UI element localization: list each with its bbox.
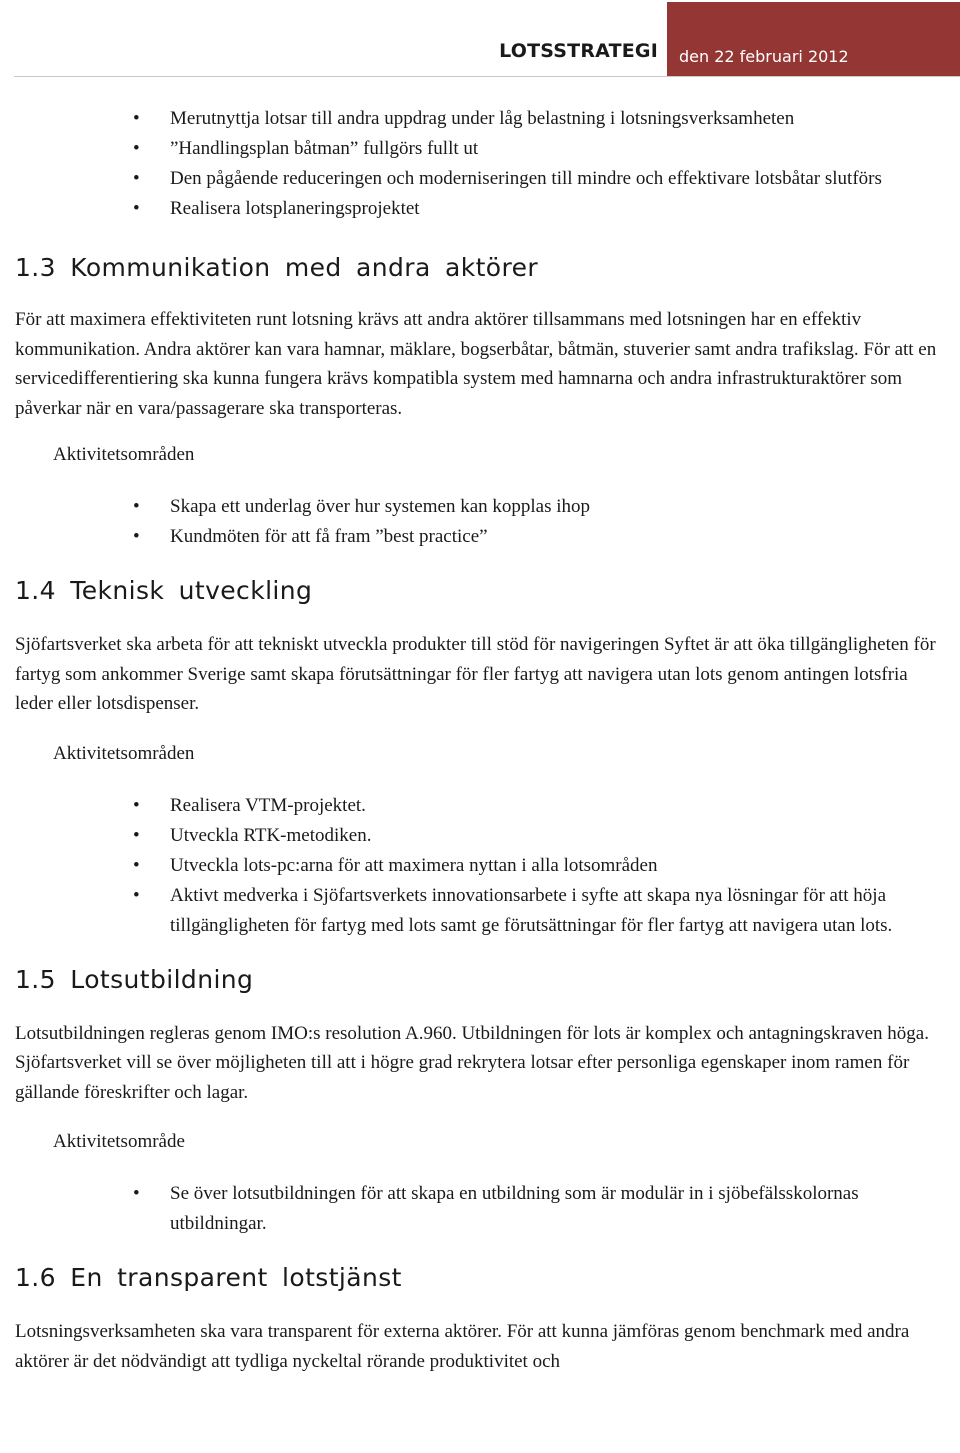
- activity-list-1-3: [15, 492, 943, 552]
- section-paragraph-1-3: För att maximera effektiviteten runt lotsning krävs att andra aktörer tillsammans med lotsningen har en effektiv kommunikation. Andra aktörer kan vara hamnar, mäklare, bogserbåtar, båtmän, stuverier samt andra trafikslag. För att en servicedifferentiering ska kunna fungera krävs kompatibla system med hamnarna och andra infrastrukturaktörer som påverkar när en vara/passagerare ska transporteras.: [15, 309, 937, 419]
- page-header: [14, 0, 960, 77]
- list-item: • Skapa ett underlag över hur systemen kan kopplas ihop: [15, 492, 943, 522]
- document-title: LOTSSTRATEGI: [499, 40, 658, 62]
- list-item: • Merutnyttja lotsar till andra uppdrag under låg belastning i lotsningsverksamheten: [15, 104, 943, 134]
- section-paragraph-1-5: Lotsutbildningen regleras genom IMO:s resolution A.960. Utbildningen för lots är komplex och antagningskraven höga. Sjöfartsverket vill se över möjligheten till att i högre grad rekrytera lotsar efter personliga egenskaper inom ramen för gällande föreskrifter och lagar.: [15, 1022, 929, 1103]
- list-item: • Den pågående reduceringen och moderniseringen till mindre och effektivare lotsbåtar slutförs: [15, 164, 943, 194]
- list-item: • Utveckla lots-pc:arna för att maximera nyttan i alla lotsområden: [15, 851, 943, 881]
- list-item: • Realisera VTM-projektet.: [15, 791, 943, 821]
- activity-label-1-3: Aktivitetsområden: [53, 444, 195, 465]
- list-item: • Kundmöten för att få fram ”best practice”: [15, 522, 943, 552]
- section-heading-1-3: 1.3 Kommunikation med andra aktörer: [15, 253, 539, 282]
- list-item: • Se över lotsutbildningen för att skapa en utbildning som är modulär in i sjöbefälsskolornas utbildningar.: [15, 1179, 943, 1239]
- intro-bullet-list: [15, 104, 943, 224]
- activity-list-1-5: [15, 1179, 943, 1239]
- section-heading-1-5: 1.5 Lotsutbildning: [15, 964, 254, 994]
- list-item: • Realisera lotsplaneringsprojektet: [15, 194, 943, 224]
- page-content: [15, 104, 943, 1376]
- activity-label-1-4: Aktivitetsområden: [53, 742, 195, 764]
- section-heading-1-6: 1.6 En transparent lotstjänst: [15, 1263, 402, 1292]
- list-item: • ”Handlingsplan båtman” fullgörs fullt ut: [15, 134, 943, 164]
- document-date: den 22 februari 2012: [679, 47, 849, 66]
- activity-list-1-4: [15, 791, 943, 941]
- section-heading-1-4: 1.4 Teknisk utveckling: [15, 576, 313, 605]
- date-banner: [667, 2, 960, 76]
- section-paragraph-1-6: Lotsningsverksamheten ska vara transparent för externa aktörer. För att kunna jämföras genom benchmark med andra aktörer är det nödvändigt att tydliga nyckeltal rörande produktivitet och: [15, 1321, 910, 1372]
- section-paragraph-1-4: Sjöfartsverket ska arbeta för att tekniskt utveckla produkter till stöd för navigeringen Syftet är att öka tillgängligheten för fartyg som ankommer Sverige samt skapa förutsättningar för fler fartyg att navigera utan lots genom antingen lotsfria leder eller lotsdispenser.: [15, 634, 936, 714]
- list-item: • Aktivt medverka i Sjöfartsverkets innovationsarbete i syfte att skapa nya lösningar för att höja tillgängligheten för fartyg med lots samt ge förutsättningar för fler fartyg att navigera utan lots.: [15, 881, 943, 941]
- activity-label-1-5: Aktivitetsområde: [53, 1131, 185, 1152]
- list-item: • Utveckla RTK-metodiken.: [15, 821, 943, 851]
